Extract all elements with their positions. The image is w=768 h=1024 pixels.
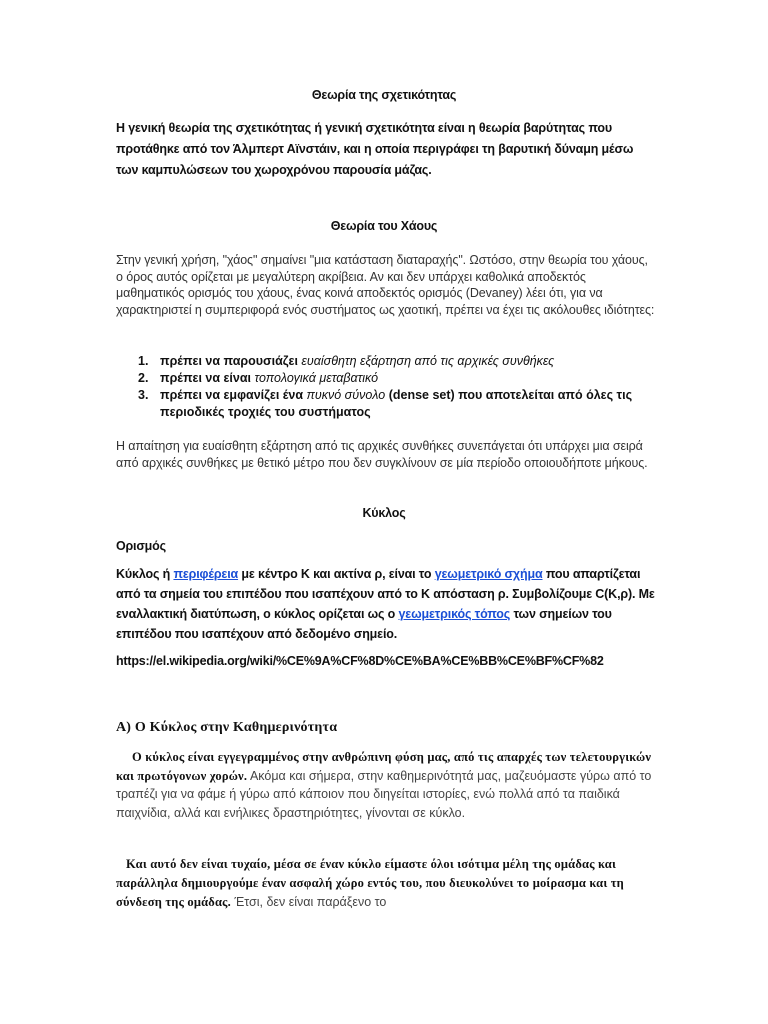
- heading-daily-life: Α) Ο Κύκλος στην Καθημερινότητα: [116, 720, 338, 735]
- daily-paragraph-2: Και αυτό δεν είναι τυχαίο, μέσα σε έναν κύκλο είμαστε όλοι ισότιμα μέλη της ομάδας και παράλληλα δημιουργούμε έναν ασφαλή χώρο εντός του, που διευκολύνει το μοίρασμα και τη σύνδεση της ομάδας. Έτσι, δεν είναι παράξενο το: [116, 857, 624, 909]
- circle-definition-paragraph: Κύκλος ή περιφέρεια με κέντρο Κ και ακτίνα ρ, είναι το γεωμετρικό σχήμα που απαρτίζεται από τα σημεία του επιπέδου που ισαπέχουν από το Κ απόσταση ρ. Συμβολίζουμε C(Κ,ρ). Με εναλλακτική διατύπωση, ο κύκλος ορίζεται ως ο γεωμετρικός τόπος των σημείων του επιπέδου που ισαπέχουν από δεδομένο σημείο.: [116, 567, 655, 641]
- link-perifereia[interactable]: περιφέρεια: [173, 567, 239, 581]
- link-geometric-shape[interactable]: γεωμετρικό σχήμα: [434, 567, 543, 581]
- list-item: 1. πρέπει να παρουσιάζει ευαίσθητη εξάρτηση από τις αρχικές συνθήκες: [138, 354, 555, 368]
- chaos-paragraph: Στην γενική χρήση, "χάος" σημαίνει "μια κατάσταση διαταραχής". Ωστόσο, στην θεωρία του χάους, ο όρος αυτός ορίζεται με μεγαλύτερη ακρίβεια. Αν και δεν υπάρχει καθολικά αποδεκτός μαθηματικός ορισμός του χάους, ένας κοινά αποδεκτός ορισμός (Devaney) λέει ότι, για να χαρακτηριστεί η συμπεριφορά ενός συστήματος ως χαοτική, πρέπει να έχει τις ακόλουθες ιδιότητες:: [116, 253, 655, 317]
- relativity-paragraph: Η γενική θεωρία της σχετικότητας ή γενική σχετικότητα είναι η θεωρία βαρύτητας που προτάθηκε από τον Άλμπερτ Αϊνστάιν, και η οποία περιγράφει τη βαρυτική δύναμη μέσω των καμπυλώσεων του χωροχρόνου παρουσία μάζας.: [116, 121, 634, 177]
- title-relativity: Θεωρία της σχετικότητας: [311, 88, 457, 102]
- list-item: 3. πρέπει να εμφανίζει ένα πυκνό σύνολο (dense set) που αποτελείται από όλες τις περιοδικές τροχιές του συστήματος: [138, 388, 633, 419]
- daily-paragraph-1: Ο κύκλος είναι εγγεγραμμένος στην ανθρώπινη φύση μας, από τις απαρχές των τελετουργικών και πρωτόγονων χορών. Ακόμα και σήμερα, στην καθημερινότητά μας, μαζευόμαστε γύρω από το τραπέζι για να φάμε ή γύρω από κάποιον που διηγείται ιστορίες, ενώ πολλά από τα παιδικά παιχνίδια, αλλά και ενήλικες δραστηριότητες, γίνονται σε κύκλο.: [116, 750, 652, 820]
- link-geometric-locus[interactable]: γεωμετρικός τόπος: [398, 607, 511, 621]
- chaos-after-paragraph: Η απαίτηση για ευαίσθητη εξάρτηση από τις αρχικές συνθήκες συνεπάγεται ότι υπάρχει μια σειρά από αρχικές συνθήκες με θετικό μέτρο που δεν συγκλίνουν σε μία περίοδο οποιουδήποτε μήκους.: [116, 439, 648, 470]
- list-item: 2. πρέπει να είναι τοπολογικά μεταβατικό: [138, 371, 379, 385]
- wikipedia-url[interactable]: https://el.wikipedia.org/wiki/%CE%9A%CF%8D%CE%BA%CE%BB%CE%BF%CF%82: [116, 654, 604, 668]
- chaos-properties-list: [138, 353, 648, 421]
- subtitle-definition: Ορισμός: [116, 539, 166, 553]
- title-circle: Κύκλος: [362, 506, 406, 520]
- title-chaos: Θεωρία του Χάους: [330, 219, 438, 233]
